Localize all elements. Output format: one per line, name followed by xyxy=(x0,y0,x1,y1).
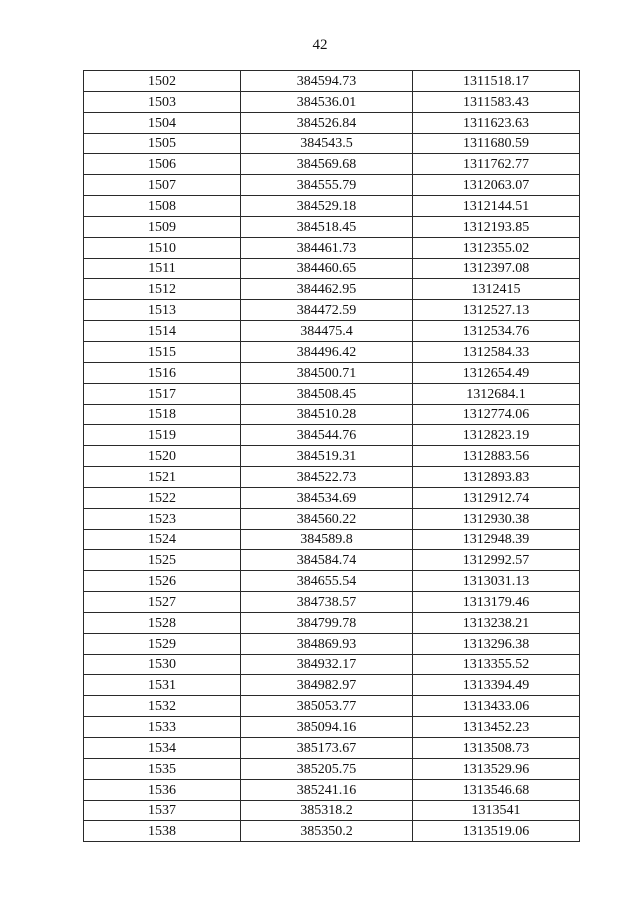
point-id-cell: 1504 xyxy=(84,112,241,133)
point-id-cell: 1534 xyxy=(84,738,241,759)
x-coordinate-cell: 384461.73 xyxy=(241,237,413,258)
y-coordinate-cell: 1312930.38 xyxy=(413,508,580,529)
x-coordinate-cell: 384982.97 xyxy=(241,675,413,696)
x-coordinate-cell: 385173.67 xyxy=(241,738,413,759)
table-row xyxy=(84,487,580,508)
x-coordinate-cell: 384799.78 xyxy=(241,612,413,633)
point-id-cell: 1515 xyxy=(84,341,241,362)
table-row xyxy=(84,216,580,237)
x-coordinate-cell: 384555.79 xyxy=(241,175,413,196)
y-coordinate-cell: 1311623.63 xyxy=(413,112,580,133)
table-row xyxy=(84,529,580,550)
y-coordinate-cell: 1312774.06 xyxy=(413,404,580,425)
point-id-cell: 1518 xyxy=(84,404,241,425)
x-coordinate-cell: 384529.18 xyxy=(241,196,413,217)
table-row xyxy=(84,112,580,133)
y-coordinate-cell: 1313508.73 xyxy=(413,738,580,759)
y-coordinate-cell: 1313179.46 xyxy=(413,592,580,613)
y-coordinate-cell: 1313529.96 xyxy=(413,758,580,779)
y-coordinate-cell: 1313452.23 xyxy=(413,717,580,738)
point-id-cell: 1529 xyxy=(84,633,241,654)
table-row xyxy=(84,571,580,592)
point-id-cell: 1512 xyxy=(84,279,241,300)
y-coordinate-cell: 1311762.77 xyxy=(413,154,580,175)
x-coordinate-cell: 384560.22 xyxy=(241,508,413,529)
point-id-cell: 1513 xyxy=(84,300,241,321)
x-coordinate-cell: 384536.01 xyxy=(241,91,413,112)
point-id-cell: 1510 xyxy=(84,237,241,258)
table-row xyxy=(84,446,580,467)
x-coordinate-cell: 385205.75 xyxy=(241,758,413,779)
x-coordinate-cell: 384460.65 xyxy=(241,258,413,279)
point-id-cell: 1533 xyxy=(84,717,241,738)
point-id-cell: 1520 xyxy=(84,446,241,467)
point-id-cell: 1530 xyxy=(84,654,241,675)
table-row xyxy=(84,404,580,425)
point-id-cell: 1505 xyxy=(84,133,241,154)
table-row xyxy=(84,91,580,112)
point-id-cell: 1527 xyxy=(84,592,241,613)
x-coordinate-cell: 384526.84 xyxy=(241,112,413,133)
point-id-cell: 1506 xyxy=(84,154,241,175)
x-coordinate-cell: 384534.69 xyxy=(241,487,413,508)
table-row xyxy=(84,654,580,675)
point-id-cell: 1509 xyxy=(84,216,241,237)
y-coordinate-cell: 1313546.68 xyxy=(413,779,580,800)
point-id-cell: 1526 xyxy=(84,571,241,592)
table-row xyxy=(84,800,580,821)
y-coordinate-cell: 1313394.49 xyxy=(413,675,580,696)
point-id-cell: 1523 xyxy=(84,508,241,529)
x-coordinate-cell: 384472.59 xyxy=(241,300,413,321)
x-coordinate-cell: 385094.16 xyxy=(241,717,413,738)
table-row xyxy=(84,467,580,488)
table-row xyxy=(84,779,580,800)
point-id-cell: 1524 xyxy=(84,529,241,550)
point-id-cell: 1525 xyxy=(84,550,241,571)
x-coordinate-cell: 384522.73 xyxy=(241,467,413,488)
y-coordinate-cell: 1311518.17 xyxy=(413,71,580,92)
table-row xyxy=(84,175,580,196)
table-row xyxy=(84,696,580,717)
y-coordinate-cell: 1313519.06 xyxy=(413,821,580,842)
y-coordinate-cell: 1311680.59 xyxy=(413,133,580,154)
y-coordinate-cell: 1312654.49 xyxy=(413,362,580,383)
x-coordinate-cell: 384462.95 xyxy=(241,279,413,300)
point-id-cell: 1537 xyxy=(84,800,241,821)
point-id-cell: 1531 xyxy=(84,675,241,696)
x-coordinate-cell: 384519.31 xyxy=(241,446,413,467)
y-coordinate-cell: 1312355.02 xyxy=(413,237,580,258)
table-row xyxy=(84,133,580,154)
x-coordinate-cell: 384510.28 xyxy=(241,404,413,425)
point-id-cell: 1516 xyxy=(84,362,241,383)
point-id-cell: 1514 xyxy=(84,321,241,342)
y-coordinate-cell: 1312992.57 xyxy=(413,550,580,571)
table-row xyxy=(84,321,580,342)
y-coordinate-cell: 1313433.06 xyxy=(413,696,580,717)
table-row xyxy=(84,717,580,738)
x-coordinate-cell: 384584.74 xyxy=(241,550,413,571)
table-row xyxy=(84,758,580,779)
y-coordinate-cell: 1313238.21 xyxy=(413,612,580,633)
y-coordinate-cell: 1311583.43 xyxy=(413,91,580,112)
y-coordinate-cell: 1312584.33 xyxy=(413,341,580,362)
table-row xyxy=(84,738,580,759)
x-coordinate-cell: 385350.2 xyxy=(241,821,413,842)
table-row xyxy=(84,550,580,571)
table-row xyxy=(84,154,580,175)
y-coordinate-cell: 1313296.38 xyxy=(413,633,580,654)
table-row xyxy=(84,675,580,696)
point-id-cell: 1538 xyxy=(84,821,241,842)
point-id-cell: 1521 xyxy=(84,467,241,488)
table-row xyxy=(84,425,580,446)
x-coordinate-cell: 384496.42 xyxy=(241,341,413,362)
table-row xyxy=(84,508,580,529)
table-row xyxy=(84,237,580,258)
y-coordinate-cell: 1312883.56 xyxy=(413,446,580,467)
table-row xyxy=(84,300,580,321)
x-coordinate-cell: 384508.45 xyxy=(241,383,413,404)
y-coordinate-cell: 1312415 xyxy=(413,279,580,300)
x-coordinate-cell: 384518.45 xyxy=(241,216,413,237)
coordinate-table xyxy=(83,70,580,842)
table-row xyxy=(84,279,580,300)
point-id-cell: 1519 xyxy=(84,425,241,446)
x-coordinate-cell: 384932.17 xyxy=(241,654,413,675)
y-coordinate-cell: 1312912.74 xyxy=(413,487,580,508)
table-row xyxy=(84,592,580,613)
x-coordinate-cell: 384543.5 xyxy=(241,133,413,154)
y-coordinate-cell: 1312893.83 xyxy=(413,467,580,488)
table-row xyxy=(84,383,580,404)
table-row xyxy=(84,196,580,217)
table-body xyxy=(84,71,580,842)
y-coordinate-cell: 1312534.76 xyxy=(413,321,580,342)
point-id-cell: 1517 xyxy=(84,383,241,404)
point-id-cell: 1535 xyxy=(84,758,241,779)
table-row xyxy=(84,612,580,633)
y-coordinate-cell: 1312193.85 xyxy=(413,216,580,237)
point-id-cell: 1532 xyxy=(84,696,241,717)
table-row xyxy=(84,821,580,842)
x-coordinate-cell: 384569.68 xyxy=(241,154,413,175)
y-coordinate-cell: 1312823.19 xyxy=(413,425,580,446)
y-coordinate-cell: 1312144.51 xyxy=(413,196,580,217)
y-coordinate-cell: 1312684.1 xyxy=(413,383,580,404)
point-id-cell: 1522 xyxy=(84,487,241,508)
table-row xyxy=(84,633,580,654)
y-coordinate-cell: 1312948.39 xyxy=(413,529,580,550)
y-coordinate-cell: 1312063.07 xyxy=(413,175,580,196)
x-coordinate-cell: 384589.8 xyxy=(241,529,413,550)
table-row xyxy=(84,362,580,383)
point-id-cell: 1502 xyxy=(84,71,241,92)
point-id-cell: 1507 xyxy=(84,175,241,196)
x-coordinate-cell: 384594.73 xyxy=(241,71,413,92)
x-coordinate-cell: 384544.76 xyxy=(241,425,413,446)
x-coordinate-cell: 384655.54 xyxy=(241,571,413,592)
point-id-cell: 1503 xyxy=(84,91,241,112)
y-coordinate-cell: 1313541 xyxy=(413,800,580,821)
y-coordinate-cell: 1312397.08 xyxy=(413,258,580,279)
x-coordinate-cell: 384500.71 xyxy=(241,362,413,383)
y-coordinate-cell: 1313031.13 xyxy=(413,571,580,592)
table-row xyxy=(84,341,580,362)
point-id-cell: 1511 xyxy=(84,258,241,279)
page-number: 42 xyxy=(312,37,328,53)
table-row xyxy=(84,258,580,279)
table-row xyxy=(84,71,580,92)
y-coordinate-cell: 1313355.52 xyxy=(413,654,580,675)
x-coordinate-cell: 384869.93 xyxy=(241,633,413,654)
x-coordinate-cell: 384738.57 xyxy=(241,592,413,613)
x-coordinate-cell: 385053.77 xyxy=(241,696,413,717)
x-coordinate-cell: 385318.2 xyxy=(241,800,413,821)
x-coordinate-cell: 385241.16 xyxy=(241,779,413,800)
point-id-cell: 1508 xyxy=(84,196,241,217)
x-coordinate-cell: 384475.4 xyxy=(241,321,413,342)
point-id-cell: 1536 xyxy=(84,779,241,800)
point-id-cell: 1528 xyxy=(84,612,241,633)
y-coordinate-cell: 1312527.13 xyxy=(413,300,580,321)
